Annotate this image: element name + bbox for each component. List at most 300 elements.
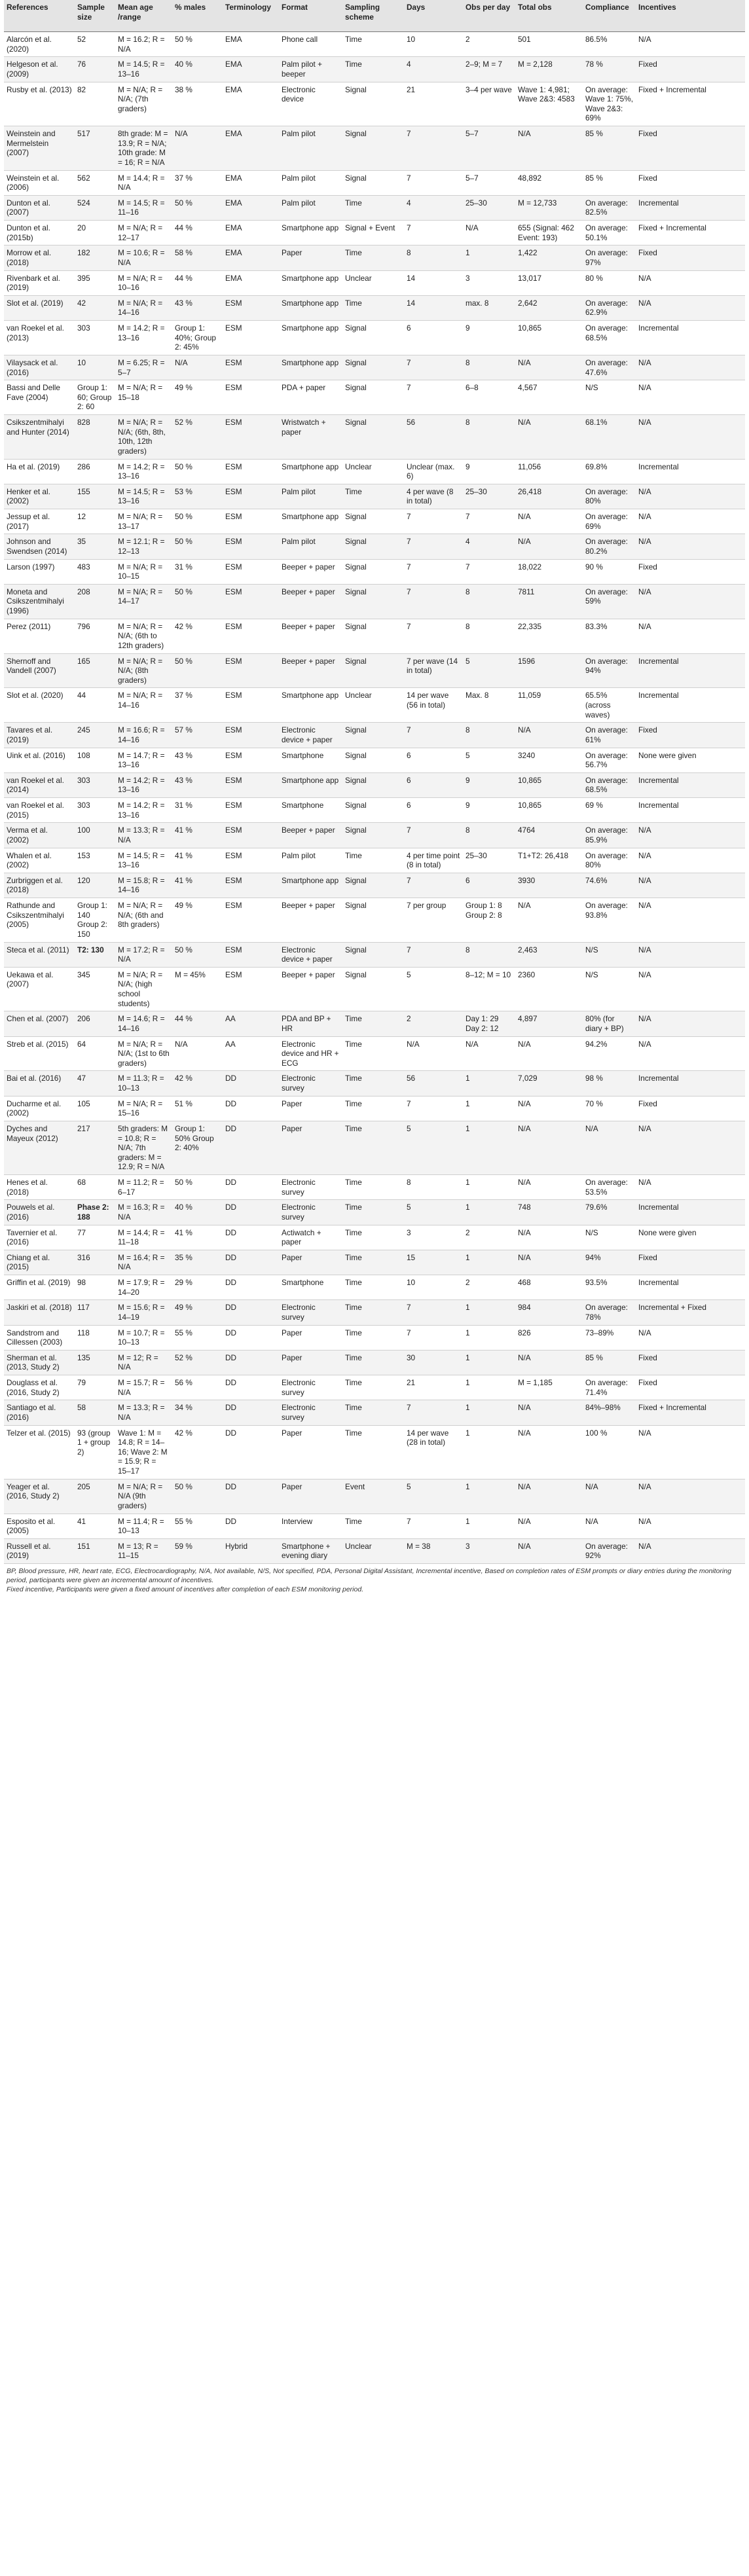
table-cell: Time xyxy=(342,1375,404,1400)
table-cell: EMA xyxy=(223,221,279,245)
table-cell: 2 xyxy=(404,1011,463,1036)
table-cell: N/A xyxy=(636,484,745,509)
table-row xyxy=(4,848,745,873)
table-cell: ESM xyxy=(223,967,279,1011)
table-cell: 55 % xyxy=(172,1514,223,1538)
table-cell: 7 xyxy=(463,509,515,534)
table-cell: Time xyxy=(342,1225,404,1250)
table-cell: M = N/A; R = N/A; (high school students) xyxy=(115,967,172,1011)
table-cell: M = 14.4; R = 11–18 xyxy=(115,1225,172,1250)
table-cell: M = 2,128 xyxy=(515,57,583,82)
table-cell: Weinstein and Mermelstein (2007) xyxy=(4,126,75,171)
table-cell: M = N/A; R = 10–16 xyxy=(115,270,172,295)
table-row xyxy=(4,355,745,380)
table-cell: Griffin et al. (2019) xyxy=(4,1275,75,1300)
table-cell: 69.8% xyxy=(583,459,636,484)
table-cell: ESM xyxy=(223,534,279,559)
table-cell: N/A xyxy=(636,584,745,619)
table-cell: 7 per group xyxy=(404,898,463,943)
table-cell: Signal xyxy=(342,321,404,355)
table-cell: 4764 xyxy=(515,823,583,848)
table-cell: 44 % xyxy=(172,1011,223,1036)
table-cell: Time xyxy=(342,1175,404,1200)
table-cell: EMA xyxy=(223,270,279,295)
table-cell: On average: 97% xyxy=(583,245,636,270)
table-cell: Bai et al. (2016) xyxy=(4,1071,75,1096)
table-cell: Smartphone xyxy=(279,1275,342,1300)
table-cell: 50 % xyxy=(172,584,223,619)
table-cell: Incremental xyxy=(636,653,745,688)
table-row xyxy=(4,1325,745,1350)
table-cell: N/S xyxy=(583,1225,636,1250)
table-cell: 51 % xyxy=(172,1096,223,1121)
table-cell: 9 xyxy=(463,459,515,484)
table-cell: 3930 xyxy=(515,873,583,898)
table-cell: Esposito et al. (2005) xyxy=(4,1514,75,1538)
table-cell: 50 % xyxy=(172,1479,223,1514)
table-row xyxy=(4,1071,745,1096)
table-cell: 83.3% xyxy=(583,619,636,653)
table-cell: Incremental xyxy=(636,1200,745,1225)
table-cell: N/S xyxy=(583,967,636,1011)
table-cell: ESM xyxy=(223,873,279,898)
table-row xyxy=(4,942,745,967)
table-cell: 748 xyxy=(515,1200,583,1225)
table-cell: 7 xyxy=(404,221,463,245)
table-cell: 483 xyxy=(75,559,115,584)
table-cell: 40 % xyxy=(172,1200,223,1225)
table-cell: 93 (group 1 + group 2) xyxy=(75,1425,115,1479)
table-cell: 18,022 xyxy=(515,559,583,584)
table-cell: 108 xyxy=(75,748,115,772)
table-cell: Ducharme et al. (2002) xyxy=(4,1096,75,1121)
table-cell: Time xyxy=(342,1036,404,1071)
table-cell: N/A xyxy=(636,1538,745,1563)
table-header xyxy=(4,0,745,32)
table-cell: 7 xyxy=(404,380,463,415)
table-cell: ESM xyxy=(223,321,279,355)
table-cell: 6 xyxy=(404,772,463,797)
table-cell: 5 xyxy=(463,653,515,688)
table-cell: 100 xyxy=(75,823,115,848)
table-cell: 8 xyxy=(463,619,515,653)
table-cell: 34 % xyxy=(172,1400,223,1425)
table-cell: 8 xyxy=(463,584,515,619)
table-cell: 655 (Signal: 462 Event: 193) xyxy=(515,221,583,245)
table-cell: 6 xyxy=(404,321,463,355)
table-row xyxy=(4,1425,745,1479)
table-cell: On average: 80.2% xyxy=(583,534,636,559)
table-cell: 31 % xyxy=(172,559,223,584)
table-cell: M = N/A; R = N/A; (6th and 8th graders) xyxy=(115,898,172,943)
table-cell: Sandstrom and Cillessen (2003) xyxy=(4,1325,75,1350)
table-cell: ESM xyxy=(223,380,279,415)
table-cell: 50 % xyxy=(172,653,223,688)
table-cell: 58 xyxy=(75,1400,115,1425)
table-cell: 151 xyxy=(75,1538,115,1563)
table-cell: 49 % xyxy=(172,1300,223,1325)
table-cell: Phase 2: 188 xyxy=(75,1200,115,1225)
table-cell: Time xyxy=(342,1250,404,1275)
table-cell: 43 % xyxy=(172,772,223,797)
table-cell: 52 % xyxy=(172,415,223,460)
table-cell: 53 % xyxy=(172,484,223,509)
table-cell: ESM xyxy=(223,823,279,848)
table-cell: 828 xyxy=(75,415,115,460)
table-row xyxy=(4,1275,745,1300)
table-cell: 4 xyxy=(404,195,463,220)
table-cell: N/A xyxy=(636,873,745,898)
table-row xyxy=(4,559,745,584)
table-cell: 40 % xyxy=(172,57,223,82)
table-cell: N/A xyxy=(636,1425,745,1479)
table-cell: 57 % xyxy=(172,723,223,748)
table-cell: N/A xyxy=(515,1425,583,1479)
table-cell: 14 per wave (56 in total) xyxy=(404,688,463,723)
table-cell: Beeper + paper xyxy=(279,584,342,619)
header-row xyxy=(4,0,745,32)
table-row xyxy=(4,584,745,619)
table-cell: N/A xyxy=(636,509,745,534)
table-row xyxy=(4,798,745,823)
table-row xyxy=(4,534,745,559)
table-cell: On average: 69% xyxy=(583,509,636,534)
column-header: Incentives xyxy=(636,0,745,32)
table-cell: 13,017 xyxy=(515,270,583,295)
table-cell: 43 % xyxy=(172,748,223,772)
table-cell: 208 xyxy=(75,584,115,619)
table-cell: On average: 85.9% xyxy=(583,823,636,848)
table-cell: EMA xyxy=(223,195,279,220)
table-cell: Morrow et al. (2018) xyxy=(4,245,75,270)
table-cell: N/A xyxy=(583,1479,636,1514)
table-cell: 41 % xyxy=(172,1225,223,1250)
table-cell: N/A xyxy=(636,415,745,460)
table-cell: Steca et al. (2011) xyxy=(4,942,75,967)
table-cell: N/A xyxy=(515,1514,583,1538)
table-cell: On average: Wave 1: 75%, Wave 2&3: 69% xyxy=(583,82,636,126)
table-cell: 7 xyxy=(404,1300,463,1325)
table-cell: 47 xyxy=(75,1071,115,1096)
table-cell: 6 xyxy=(463,873,515,898)
table-cell: 41 % xyxy=(172,873,223,898)
table-cell: 7 xyxy=(404,1514,463,1538)
table-cell: Wave 1: M = 14.8; R = 14–16; Wave 2: M = 15.9; R = 15–17 xyxy=(115,1425,172,1479)
table-cell: Tavares et al. (2019) xyxy=(4,723,75,748)
table-cell: 2–9; M = 7 xyxy=(463,57,515,82)
table-cell: Paper xyxy=(279,1350,342,1375)
table-cell: Fixed xyxy=(636,245,745,270)
table-cell: Chen et al. (2007) xyxy=(4,1011,75,1036)
table-cell: Fixed + Incremental xyxy=(636,221,745,245)
table-cell: 1 xyxy=(463,1175,515,1200)
table-cell: Time xyxy=(342,1425,404,1479)
table-cell: 12 xyxy=(75,509,115,534)
table-cell: Group 1: 50% Group 2: 40% xyxy=(172,1121,223,1174)
table-cell: Signal xyxy=(342,653,404,688)
table-cell: On average: 47.6% xyxy=(583,355,636,380)
table-cell: Time xyxy=(342,1200,404,1225)
table-row xyxy=(4,1011,745,1036)
table-row xyxy=(4,1225,745,1250)
column-header: Total obs xyxy=(515,0,583,32)
table-cell: M = 16.3; R = N/A xyxy=(115,1200,172,1225)
table-cell: Palm pilot xyxy=(279,170,342,195)
table-cell: M = N/A; R = 15–18 xyxy=(115,380,172,415)
table-row xyxy=(4,509,745,534)
table-cell: Telzer et al. (2015) xyxy=(4,1425,75,1479)
table-cell: On average: 92% xyxy=(583,1538,636,1563)
table-cell: max. 8 xyxy=(463,295,515,320)
table-cell: T2: 130 xyxy=(75,942,115,967)
table-cell: Palm pilot xyxy=(279,534,342,559)
table-row xyxy=(4,823,745,848)
table-cell: ESM xyxy=(223,798,279,823)
table-cell: M = N/A; R = N/A (9th graders) xyxy=(115,1479,172,1514)
table-cell: 5–7 xyxy=(463,126,515,171)
table-cell: N/A xyxy=(515,1479,583,1514)
table-cell: N/A xyxy=(172,355,223,380)
table-cell: 77 xyxy=(75,1225,115,1250)
table-cell: 84%–98% xyxy=(583,1400,636,1425)
table-cell: 1596 xyxy=(515,653,583,688)
table-cell: Fixed + Incremental xyxy=(636,1400,745,1425)
table-cell: M = 12; R = N/A xyxy=(115,1350,172,1375)
table-row xyxy=(4,82,745,126)
table-cell: Whalen et al. (2002) xyxy=(4,848,75,873)
table-cell: 38 % xyxy=(172,82,223,126)
table-cell: 1 xyxy=(463,1200,515,1225)
table-cell: Signal xyxy=(342,534,404,559)
table-cell: ESM xyxy=(223,723,279,748)
table-cell: On average: 53.5% xyxy=(583,1175,636,1200)
table-cell: Beeper + paper xyxy=(279,619,342,653)
table-cell: 42 % xyxy=(172,619,223,653)
table-cell: Electronic device + paper xyxy=(279,942,342,967)
table-cell: Signal + Event xyxy=(342,221,404,245)
table-cell: 6–8 xyxy=(463,380,515,415)
table-cell: 562 xyxy=(75,170,115,195)
table-cell: M = 38 xyxy=(404,1538,463,1563)
table-cell: M = 15.8; R = 14–16 xyxy=(115,873,172,898)
table-cell: 4,567 xyxy=(515,380,583,415)
table-row xyxy=(4,295,745,320)
table-cell: 64 xyxy=(75,1036,115,1071)
table-cell: Fixed xyxy=(636,1375,745,1400)
table-cell: ESM xyxy=(223,942,279,967)
table-cell: N/A xyxy=(636,898,745,943)
table-cell: 3–4 per wave xyxy=(463,82,515,126)
table-cell: On average: 71.4% xyxy=(583,1375,636,1400)
table-cell: M = N/A; R = 10–15 xyxy=(115,559,172,584)
table-cell: 303 xyxy=(75,321,115,355)
table-cell: 37 % xyxy=(172,688,223,723)
column-header: Format xyxy=(279,0,342,32)
table-cell: Uekawa et al. (2007) xyxy=(4,967,75,1011)
table-cell: 7 per wave (14 in total) xyxy=(404,653,463,688)
table-cell: DD xyxy=(223,1275,279,1300)
table-cell: 105 xyxy=(75,1096,115,1121)
table-cell: Ha et al. (2019) xyxy=(4,459,75,484)
table-cell: N/A xyxy=(636,1121,745,1174)
table-cell: N/A xyxy=(636,380,745,415)
table-cell: 68.1% xyxy=(583,415,636,460)
table-cell: M = 14.2; R = 13–16 xyxy=(115,798,172,823)
table-cell: 14 xyxy=(404,270,463,295)
table-cell: 1 xyxy=(463,1350,515,1375)
table-cell: Smartphone app xyxy=(279,355,342,380)
table-cell: 524 xyxy=(75,195,115,220)
table-row xyxy=(4,245,745,270)
table-cell: 7 xyxy=(404,584,463,619)
table-cell: 1 xyxy=(463,1514,515,1538)
studies-table xyxy=(4,0,745,1564)
table-cell: 501 xyxy=(515,32,583,57)
table-cell: 52 xyxy=(75,32,115,57)
table-cell: 9 xyxy=(463,798,515,823)
table-cell: 7 xyxy=(404,170,463,195)
table-cell: 44 % xyxy=(172,221,223,245)
table-cell: 6 xyxy=(404,748,463,772)
page xyxy=(4,0,745,1595)
table-row xyxy=(4,270,745,295)
table-cell: 14 xyxy=(404,295,463,320)
table-cell: DD xyxy=(223,1300,279,1325)
table-cell: 217 xyxy=(75,1121,115,1174)
table-note-abbreviations: BP, Blood pressure, HR, heart rate, ECG, Electrocardiography, N/A, Not available, N/S, Not specified, PDA, Personal Digital Assistant, Incremental incentive, Based on completion rates of ESM prompts or diary entries during the monitoring period, participants were given an incremental amount of incentives. xyxy=(7,1567,731,1585)
table-cell: Electronic survey xyxy=(279,1175,342,1200)
table-cell: 50 % xyxy=(172,509,223,534)
table-cell: M = 13.3; R = N/A xyxy=(115,1400,172,1425)
table-cell: Signal xyxy=(342,898,404,943)
table-cell: M = 16.6; R = 14–16 xyxy=(115,723,172,748)
table-cell: 52 % xyxy=(172,1350,223,1375)
table-cell: Actiwatch + paper xyxy=(279,1225,342,1250)
table-cell: 11,059 xyxy=(515,688,583,723)
table-cell: N/A xyxy=(636,823,745,848)
table-cell: 69 % xyxy=(583,798,636,823)
table-cell: Paper xyxy=(279,245,342,270)
table-cell: 4 xyxy=(463,534,515,559)
table-cell: Group 1: 60; Group 2: 60 xyxy=(75,380,115,415)
table-cell: Electronic device and HR + ECG xyxy=(279,1036,342,1071)
table-cell: 76 xyxy=(75,57,115,82)
table-cell: Dyches and Mayeux (2012) xyxy=(4,1121,75,1174)
table-cell: 44 xyxy=(75,688,115,723)
table-row xyxy=(4,415,745,460)
table-cell: Signal xyxy=(342,559,404,584)
table-row xyxy=(4,126,745,171)
table-cell: 79 xyxy=(75,1375,115,1400)
table-cell: N/A xyxy=(636,1036,745,1071)
table-cell: 3 xyxy=(404,1225,463,1250)
table-cell: 94.2% xyxy=(583,1036,636,1071)
table-cell: Fixed xyxy=(636,170,745,195)
table-cell: 31 % xyxy=(172,798,223,823)
table-cell: 1 xyxy=(463,1096,515,1121)
table-cell: 58 % xyxy=(172,245,223,270)
table-cell: Smartphone app xyxy=(279,509,342,534)
table-notes xyxy=(4,1564,745,1595)
table-cell: Signal xyxy=(342,355,404,380)
table-cell: ESM xyxy=(223,584,279,619)
table-cell: 59 % xyxy=(172,1538,223,1563)
table-cell: 316 xyxy=(75,1250,115,1275)
table-cell: Incremental xyxy=(636,798,745,823)
table-cell: N/A xyxy=(636,1514,745,1538)
table-cell: Time xyxy=(342,57,404,82)
table-cell: M = N/A; R = N/A; (8th graders) xyxy=(115,653,172,688)
table-cell: Wave 1: 4,981; Wave 2&3: 4583 xyxy=(515,82,583,126)
table-cell: N/A xyxy=(636,619,745,653)
table-cell: N/A xyxy=(583,1121,636,1174)
table-cell: On average: 59% xyxy=(583,584,636,619)
table-cell: ESM xyxy=(223,559,279,584)
table-row xyxy=(4,772,745,797)
table-cell: 517 xyxy=(75,126,115,171)
table-cell: 7 xyxy=(404,559,463,584)
column-header: References xyxy=(4,0,75,32)
table-cell: EMA xyxy=(223,126,279,171)
table-cell: 8 xyxy=(463,723,515,748)
table-cell: N/A xyxy=(636,848,745,873)
table-cell: 2 xyxy=(463,1225,515,1250)
table-cell: ESM xyxy=(223,748,279,772)
table-cell: 1 xyxy=(463,1425,515,1479)
table-cell: 2360 xyxy=(515,967,583,1011)
table-cell: Palm pilot xyxy=(279,848,342,873)
table-cell: 15 xyxy=(404,1250,463,1275)
table-cell: 49 % xyxy=(172,898,223,943)
table-cell: N/A xyxy=(636,1011,745,1036)
table-cell: M = 17.2; R = N/A xyxy=(115,942,172,967)
table-cell: Signal xyxy=(342,170,404,195)
table-cell: 56 xyxy=(404,1071,463,1096)
table-cell: M = N/A; R = 14–16 xyxy=(115,688,172,723)
table-cell: 8 xyxy=(463,823,515,848)
column-header: Mean age /range xyxy=(115,0,172,32)
table-cell: 56 % xyxy=(172,1375,223,1400)
table-cell: Time xyxy=(342,1350,404,1375)
table-cell: Vilaysack et al. (2016) xyxy=(4,355,75,380)
table-cell: 8 xyxy=(404,245,463,270)
table-cell: 80 % xyxy=(583,270,636,295)
table-cell: EMA xyxy=(223,170,279,195)
table-cell: 74.6% xyxy=(583,873,636,898)
table-cell: Signal xyxy=(342,748,404,772)
table-cell: AA xyxy=(223,1036,279,1071)
table-cell: 1 xyxy=(463,1071,515,1096)
table-row xyxy=(4,1175,745,1200)
table-cell: van Roekel et al. (2015) xyxy=(4,798,75,823)
table-body xyxy=(4,32,745,1564)
table-cell: 85 % xyxy=(583,126,636,171)
table-cell: N/A xyxy=(515,534,583,559)
table-row xyxy=(4,1538,745,1563)
table-cell: Smartphone app xyxy=(279,772,342,797)
table-cell: Unclear xyxy=(342,1538,404,1563)
table-cell: Palm pilot xyxy=(279,195,342,220)
table-cell: M = 14.4; R = N/A xyxy=(115,170,172,195)
table-cell: M = 14.5; R = 13–16 xyxy=(115,484,172,509)
table-cell: Signal xyxy=(342,772,404,797)
table-cell: 42 xyxy=(75,295,115,320)
table-cell: Time xyxy=(342,484,404,509)
table-cell: 100 % xyxy=(583,1425,636,1479)
table-cell: M = 15.7; R = N/A xyxy=(115,1375,172,1400)
table-cell: 41 % xyxy=(172,848,223,873)
table-cell: AA xyxy=(223,1011,279,1036)
